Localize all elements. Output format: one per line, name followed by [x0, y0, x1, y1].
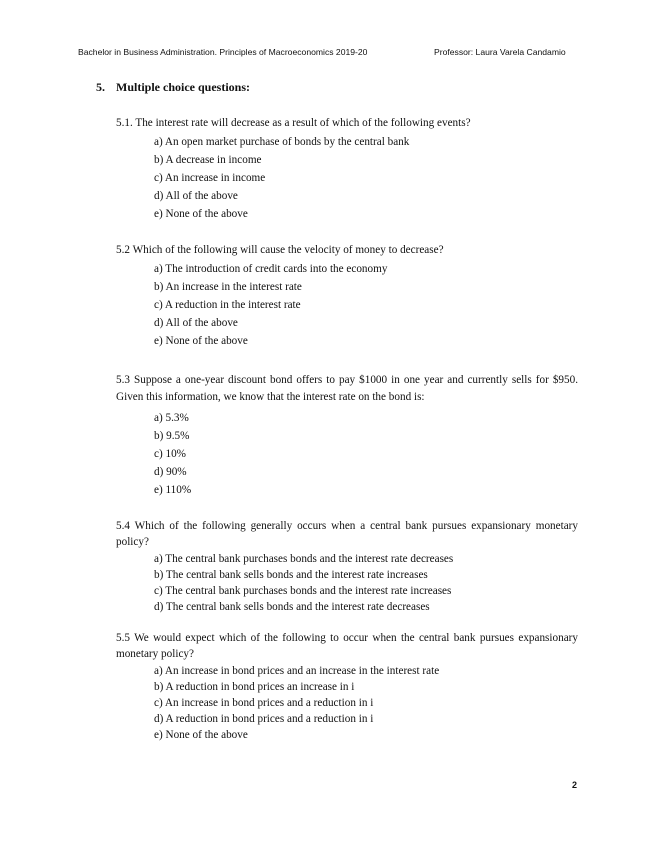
question-5-1: [116, 116, 578, 223]
question-5-2: [116, 243, 578, 350]
question-stem: 5.4 Which of the following generally occurs when a central bank pursues expansionary monetary policy?: [116, 520, 578, 548]
option-d: d) The central bank sells bonds and the interest rate decreases: [154, 601, 430, 613]
option-e: e) 110%: [154, 484, 192, 496]
question-stem: 5.5 We would expect which of the following to occur when the central bank pursues expansionary monetary policy?: [116, 632, 578, 660]
option-c: c) A reduction in the interest rate: [154, 299, 301, 311]
option-list: [154, 551, 578, 615]
section-heading: Multiple choice questions:: [116, 80, 250, 94]
section-title: [96, 80, 250, 94]
header-professor: Professor: Laura Varela Candamio: [434, 47, 566, 57]
option-b: b) A decrease in income: [154, 154, 262, 166]
option-b: b) A reduction in bond prices an increase in i: [154, 681, 355, 693]
question-5-3: [116, 372, 578, 499]
option-d: d) All of the above: [154, 190, 238, 202]
question-stem: 5.2 Which of the following will cause the velocity of money to decrease?: [116, 244, 444, 256]
option-list: [154, 663, 578, 743]
option-e: e) None of the above: [154, 335, 248, 347]
option-a: a) 5.3%: [154, 412, 189, 424]
option-e: e) None of the above: [154, 208, 248, 220]
option-list: [154, 409, 578, 499]
question-stem: 5.1. The interest rate will decrease as a result of which of the following events?: [116, 117, 471, 129]
question-5-4: [116, 518, 578, 615]
option-a: a) An open market purchase of bonds by the central bank: [154, 136, 410, 148]
option-b: b) An increase in the interest rate: [154, 281, 302, 293]
option-list: [154, 260, 578, 350]
option-c: c) An increase in bond prices and a reduction in i: [154, 697, 374, 709]
page-number: 2: [572, 780, 578, 790]
section-number: 5.: [96, 80, 105, 94]
header-course: Bachelor in Business Administration. Principles of Macroeconomics 2019-20: [78, 47, 368, 57]
option-e: e) None of the above: [154, 729, 248, 741]
option-a: a) The central bank purchases bonds and the interest rate decreases: [154, 553, 454, 565]
option-d: d) 90%: [154, 466, 187, 478]
option-a: a) The introduction of credit cards into the economy: [154, 263, 388, 275]
option-list: [154, 133, 578, 223]
option-d: d) All of the above: [154, 317, 238, 329]
option-b: b) The central bank sells bonds and the interest rate increases: [154, 569, 428, 581]
option-c: c) 10%: [154, 448, 186, 460]
question-stem: 5.3 Suppose a one-year discount bond offers to pay $1000 in one year and currently sells for $950. Given this information, we know that the interest rate on the bond is:: [116, 374, 578, 403]
option-c: c) An increase in income: [154, 172, 266, 184]
option-b: b) 9.5%: [154, 430, 190, 442]
option-d: d) A reduction in bond prices and a reduction in i: [154, 713, 374, 725]
option-c: c) The central bank purchases bonds and the interest rate increases: [154, 585, 452, 597]
option-a: a) An increase in bond prices and an increase in the interest rate: [154, 665, 440, 677]
question-5-5: [116, 630, 578, 743]
